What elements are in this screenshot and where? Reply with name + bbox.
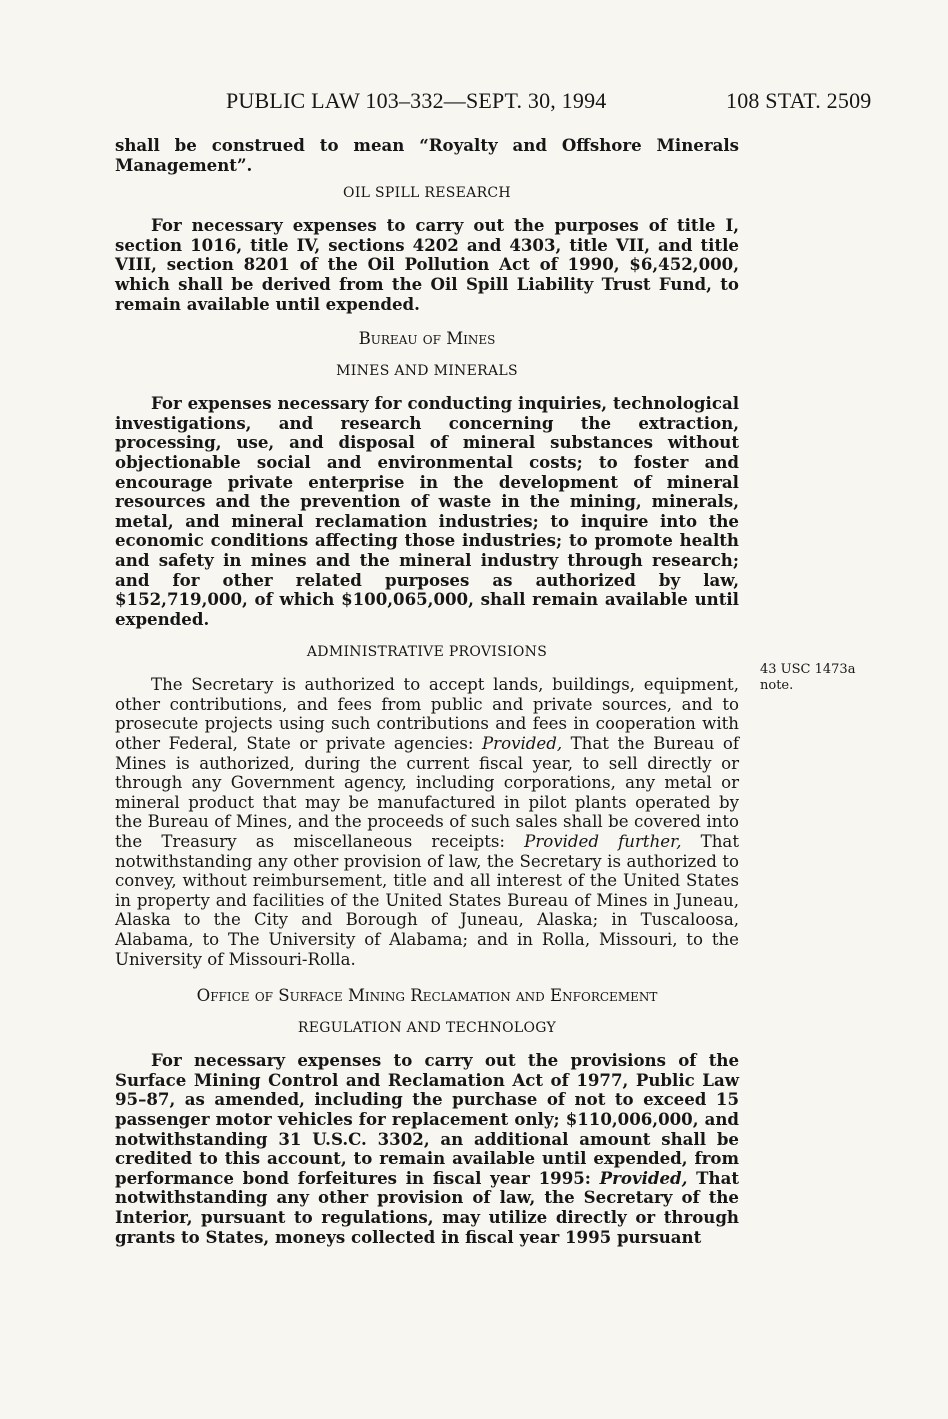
- mines-minerals-heading: MINES AND MINERALS: [336, 363, 518, 380]
- bureau-of-mines-heading: Bureau of Mines: [358, 329, 496, 349]
- admin-provisions-paragraph: [115, 675, 739, 969]
- surface-text-2: That notwithstanding any other provision of law, the Secretary of the Interior, pursuant to regulations, may utilize directly or through grants to States, moneys collected in fiscal year 1995 pursuant: [115, 1167, 740, 1247]
- oil-spill-paragraph: For necessary expenses to carry out the purposes of title I, section 1016, title IV, sections 4202 and 4303, title VII, and title VIII, section 8201 of the Oil Pollution Act of 1990, $6,452,000, which shall be derived from the Oil Spill Liability Trust Fund, to remain available until expended.: [115, 215, 739, 314]
- oil-spill-heading: OIL SPILL RESEARCH: [343, 185, 511, 202]
- surface-mining-heading: Office of Surface Mining Reclamation and Enforcement: [196, 986, 658, 1006]
- law-title: PUBLIC LAW 103–332—SEPT. 30, 1994: [226, 88, 607, 113]
- provided-1: Provided,: [481, 734, 563, 754]
- admin-provisions-heading: ADMINISTRATIVE PROVISIONS: [306, 644, 548, 661]
- running-header: [0, 88, 948, 118]
- provided-2: Provided,: [599, 1167, 688, 1188]
- intro-paragraph: shall be construed to mean “Royalty and Offshore Minerals Management”.: [115, 135, 739, 175]
- admin-text-2: That the Bureau of Mines is authorized, during the current fiscal year, to sell directly or through any Government agency, including corporations, any metal or mineral product that may be manufactured in pilot plants operated by the Bureau of Mines, and the proceeds of such sales shall be covered into the Treasury as miscellaneous receipts:: [115, 734, 739, 852]
- admin-text-3: That notwithstanding any other provision of law, the Secretary is authorized to convey, without reimbursement, title and all interest of the United States in property and facilities of the United States Bureau of Mines in Juneau, Alaska to the City and Borough of Juneau, Alaska; in Tuscaloosa, Alabama, to The University of Alabama; and in Rolla, Missouri, to the University of Missouri-Rolla.: [115, 832, 739, 969]
- mines-minerals-paragraph: For expenses necessary for conducting inquiries, technological investigations, and research concerning the extraction, processing, use, and disposal of mineral substances without objectionable social and environmental costs; to foster and encourage private enterprise in the development of mineral resources and the prevention of waste in the mining, minerals, metal, and mineral reclamation industries; to inquire into the economic conditions affecting those industries; to promote health and safety in mines and the mineral industry through research; and for other related purposes as authorized by law, $152,719,000, of which $100,065,000, shall remain available until expended.: [115, 393, 739, 629]
- statute-page-number: 108 STAT. 2509: [726, 88, 872, 113]
- document-body: [115, 136, 739, 1247]
- margin-citation-note: 43 USC 1473a note.: [760, 662, 856, 693]
- surface-text-1: For necessary expenses to carry out the provisions of the Surface Mining Control and Reclamation Act of 1977, Public Law 95–87, as amended, including the purchase of not to exceed 15 passenger motor vehicles for replacement only; $110,006,000, and notwithstanding 31 U.S.C. 3302, an additional amount shall be credited to this account, to remain available until expended, from performance bond forfeitures in fiscal year 1995:: [115, 1050, 739, 1188]
- admin-text-1: The Secretary is authorized to accept lands, buildings, equipment, other contributions, and fees from public and private sources, and to prosecute projects using such contributions and fees in cooperation with other Federal, State or private agencies:: [115, 675, 739, 754]
- regulation-technology-paragraph: [115, 1051, 739, 1247]
- regulation-technology-heading: REGULATION AND TECHNOLOGY: [297, 1020, 557, 1037]
- provided-further: Provided further,: [524, 832, 682, 852]
